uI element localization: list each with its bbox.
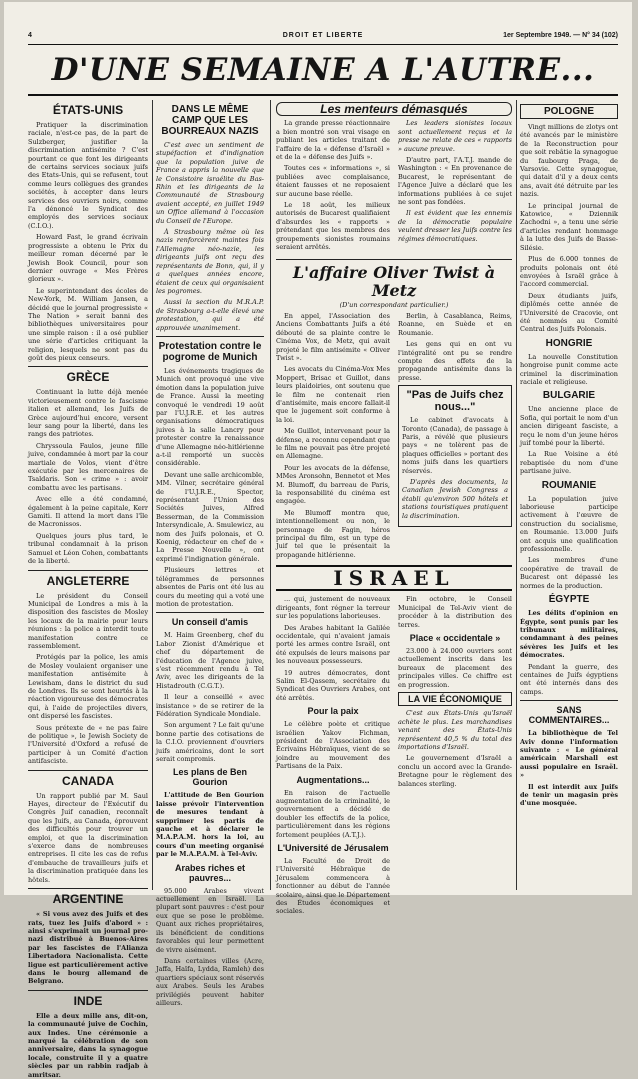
article-paragraph: 19 autres démocrates, dont Salim El-Qassem, secrétaire du Syndicat des Ouvriers Arabes, ont été arrêtés. [276, 668, 390, 702]
section-heading-etats-unis: ÉTATS-UNIS [52, 103, 124, 117]
section-rule [276, 259, 512, 260]
article-subcolumn [276, 595, 390, 919]
section-heading-canada: CANADA [62, 773, 114, 788]
newspaper-page [4, 2, 632, 1079]
article-paragraph: Avec elle a été condamné, également à la peine capitale, Kerr Gamiti. Il attend la mort dans l'île de Macronissos. [28, 495, 148, 529]
headline-augmentations: Augmentations... [296, 774, 370, 785]
section-rule [28, 570, 148, 571]
article-paragraph: 23.000 à 24.000 ouvriers sont actuellement inscrits dans les bureaux de placement des principales villes. Ce chiffre est en progression. [398, 646, 512, 689]
paper-title: DROIT ET LIBERTE [282, 32, 364, 39]
article-paragraph: Il est interdit aux Juifs de tenir un magasin près d'une mosquée. [520, 782, 618, 808]
article-paragraph: En raison de l'actuelle augmentation de la criminalité, le gouvernement a décidé de doubler les effectifs de la police, particulièrement dans les régions fortement peuplées (A.T.J.). [276, 788, 390, 839]
column-world-news [28, 100, 148, 1079]
article-paragraph: D'après des documents, la Canadian Jewish Congress a établi qu'environ 500 hôtels et stations touristiques pratiquent la discrimination. [402, 478, 508, 520]
article-paragraph: Chryssoula Faulos, jeune fille juive, condamnée à mort par la cour martiale de Volos, vient d'être exécutée par les mercenaires de Tsaldaris. Son « crime » : avoir combattu avec les partisans. [28, 441, 148, 492]
section-heading-bulgarie: BULGARIE [542, 390, 596, 402]
article-paragraph: Le principal journal de Katowice, « Dziennik Zachodni », a tenu une série d'articles rendant hommage à la lutte des Juifs de Basse-Silésie. [520, 201, 618, 252]
article-paragraph: La bibliothèque de Tel Aviv donne l'information suivante : « Le général américain Marshall est aussi populaire en Israël. » [520, 729, 618, 780]
article-paragraph: L'attitude de Ben Gourion laisse prévoir l'intervention de mesures tendant à supprimer les partis de gauche et à déclarer le M.A.P.A.M. hors la loi, au cours d'un meeting organisé par le M.A.P.A.M. à Tel-Aviv. [156, 791, 264, 859]
banner-rule [28, 94, 618, 96]
article-paragraph: Continuant la lutte déjà menée victorieusement contre le fascisme italien et allemand, les Juifs de Grèce aujourd'hui encore, versent leur sang pour la liberté, dans les rangs des patriotes. [28, 388, 148, 439]
article-subcolumn [276, 119, 390, 254]
article-paragraph: Fin octobre, le Conseil Municipal de Tel-Aviv vient de procéder à la distribution des terres. [398, 595, 512, 629]
article-paragraph: Le gouvernement d'Israël a conclu un accord avec la Grande-Bretagne pour le règlement des balances sterling. [398, 754, 512, 788]
article-paragraph: La Rue Voisine a été rebaptisée du nom d'une partisane juive. [520, 450, 618, 476]
headline-pas-de-juifs: "Pas de Juifs chez nous..." [406, 389, 504, 414]
article-paragraph: Vingt millions de zlotys ont été avancés par le ministère de la Reconstruction pour que soit rebâtie la synagogue du faubourg Praga, de Varsovie. Cette synagogue, qui datait d'il y a deux cents ans, avait été détruite par les nazis. [520, 123, 618, 199]
issue-date: 1er Septembre 1949. — N° 34 (102) [503, 32, 618, 39]
section-heading-argentine: ARGENTINE [52, 892, 124, 907]
article-paragraph: Berlin, à Casablanca, Reims, Roanne, en Suède et en Roumanie. [398, 311, 512, 337]
article-paragraph: La Faculté de Droit de l'Université Hébraïque de Jérusalem commencera à fonctionner au début de l'année scolaire, ainsi que le Département des Études économiques et sociales. [276, 857, 390, 916]
article-paragraph: C'est avec un sentiment de stupéfaction et d'indignation que la population juive de France a appris la nouvelle que le Consistoire israélite du Bas-Rhin et les dirigeants de la Communauté de Strasbourg avaient accepté, en juillet 1949 un Office allemand à l'occasion du Conseil de l'Europe. [156, 141, 264, 225]
section-heading-egypte: ÉGYPTE [548, 594, 590, 606]
article-paragraph: Howard Fast, le grand écrivain progressiste a obtenu le Prix du meilleur roman décerné par le Jewish Book Council, pour son dernier ouvrage « Mes Frères glorieux ». [28, 233, 148, 284]
section-heading-hongrie: HONGRIE [545, 337, 593, 349]
section-heading-roumanie: ROUMANIE [541, 479, 597, 491]
section-heading-inde: INDE [73, 993, 103, 1008]
article-paragraph: Le célèbre poète et critique israélien Yakov Fichman, président de l'Association des Écrivains Hébraïques, vient de se joindre au mouvement des Partisans de la Paix. [276, 720, 390, 771]
article-paragraph: C'est aux États-Unis qu'Israël achète le plus. Les marchandises venant des États-Unis représentent 40,5 % du total des importations d'Israël. [398, 709, 512, 751]
section-rule [28, 770, 148, 771]
article-paragraph: Son argument ? Le fait qu'une bonne partie des cotisations de la C.I.O. proviennent d'ouvriers juifs américains, dont le sort serait compromis. [156, 721, 264, 763]
article-paragraph: 95.000 Arabes vivent actuellement en Israël. La plupart sont pauvres : c'est pour eux que se pose le problème. Quant aux riches propriétaires, ils bénéficient de conditions favorables qui leur permettent de vivre aisément. [156, 886, 264, 954]
article-paragraph: Quelques jours plus tard, le tribunal condamnait à la prison Samuel et Léon Cohen, combattants de la liberté. [28, 531, 148, 566]
article-paragraph: Le cabinet d'avocats à Toronto (Canada), de passage à Paris, a révélé que plusieurs pays « ne tolèrent pas de plaques officielles » portant des noms juifs dans les quartiers réservés. [402, 416, 508, 475]
article-paragraph: Protégés par la police, les amis de Mosley voulaient organiser une manifestation antisémite à Lewisham, dans le district du sud de Londres. Ils se sont heurtés à la réaction vigoureuse des démocrates qui, à l'aide de projectiles divers, ont dispersé les fascistes. [28, 653, 148, 721]
article-paragraph: Les avocats du Cinéma-Vox Mes Moppert, Brisac et Guillot, dans leurs plaidoiries, ont soutenu que le film ne contenait rien d'antisémite, mais encore fallait-il que le jugement soit conforme à la loi. [276, 365, 390, 424]
israel-article [276, 595, 512, 919]
column-divider [152, 100, 153, 890]
section-rule [520, 700, 618, 701]
headline-place-occidentale: Place « occidentale » [409, 632, 501, 643]
article-subcolumn [398, 312, 512, 562]
article-paragraph: Les leaders sionistes locaux sont actuellement reçus et la presse ne relate de ces « rapports » aucune preuve. [398, 119, 512, 153]
headline-universite: L'Université de Jérusalem [277, 843, 389, 854]
article-paragraph: Deux étudiants juifs, diplômés cette année de l'Université de Cracovie, ont été nommés au Comité Central des Juifs Polonais. [520, 291, 618, 334]
section-rule [28, 990, 148, 991]
article-paragraph: D'autre part, l'A.T.J. mande de Washington : « En provenance de Bucarest, le représentant de l'Agence Juive a déclaré que les informations publiées à ce sujet ne sont pas fondées. [398, 156, 512, 207]
section-heading-angleterre: ANGLETERRE [46, 573, 130, 588]
quote-box [398, 385, 512, 527]
section-heading-grece: GRÈCE [66, 370, 110, 385]
article-paragraph: En appel, l'Association des Anciens Combattants Juifs a été débouté de sa plainte contre le Cinéma Vox, de Metz, qui avait projeté le film antisémite « Oliver Twist ». [276, 311, 390, 362]
article-paragraph: « Si vous avez des Juifs et des rats, tuez les Juifs d'abord » : ainsi s'exprimait un journal pro-nazi distribué à Buenos-Aires par les fascistes de l'Alianza Libertadora Nacionalista. Cette ligue est particulièrement active dans le bourg allemand de Belgrano. [28, 910, 148, 986]
column-france-news [156, 100, 264, 1007]
article-paragraph: Le président du Conseil Municipal de Londres a mis à la disposition des fascistes de Mosley les locaux de la mairie pour leurs réunions : la police a interdit toute manifestation contre ce rassemblement. [28, 591, 148, 650]
article-paragraph: Devant une salle archicomble, MM. Vilner, secrétaire général de l'U.J.R.E., Spector, représentant l'Union des Sociétés Juives, Alfred Besserman, de la Commission Intersyndicale, A. Smulewicz, au nom des Juifs polonais, et O. Koenig, rédacteur en chef de « La Presse Nouvelle », ont exprimé l'indignation générale. [156, 470, 264, 563]
column-divider [516, 100, 517, 890]
article-paragraph: Il leur a conseillé « avec insistance » de se retirer de la Fédération Syndicale Mondiale. [156, 693, 264, 718]
article-paragraph: Il est évident que les ennemis de la démocratie populaire veulent dresser les Juifs contre les régimes démocratiques. [398, 209, 512, 243]
article-paragraph: Des Arabes habitant la Galilée occidentale, qui n'avaient jamais porté les armes contre Israël, ont été expulsés de leurs maisons par les nouveaux possesseurs. [276, 623, 390, 666]
article-paragraph: Les membres d'une coopérative de travail de Bucarest ont dépassé les normes de la production. [520, 556, 618, 590]
page-header [28, 30, 618, 45]
headline-arabes: Arabes riches et pauvres... [174, 862, 246, 883]
headline-paix: Pour la paix [307, 706, 359, 717]
article-paragraph: À Strasbourg même où les nazis renforcèrent maintes fois l'Allemagne néo-nazie, les dirigeants juifs ont reçu des représentants de Bonn, qui, il y a quelques années encore, étaient de ceux qui organisaient les pogromes. [156, 228, 264, 295]
headline-nazis: DANS LE MÊME CAMP QUE LES BOURREAUX NAZIS [161, 104, 259, 137]
headline-menteurs: Les menteurs démasqués [276, 102, 512, 116]
headline-plans: Les plans de Ben Gourion [172, 767, 248, 788]
article-paragraph: ... qui, justement de nouveaux dirigeants, font régner la terreur sur les populations laborieuses. [276, 595, 390, 621]
headline-conseil: Un conseil d'amis [171, 617, 249, 628]
section-rule [28, 366, 148, 367]
article-paragraph: Aussi la section du M.R.A.P. de Strasbourg a-t-elle élevé une protestation, qui a été approuvée unanimement. [156, 298, 264, 332]
article-subcolumn [276, 312, 390, 562]
article-paragraph: La nouvelle Constitution hongroise punit comme acte criminel la discrimination raciale et religieuse. [520, 352, 618, 386]
article-paragraph: Plus de 6.000 tonnes de produits polonais ont été envoyées à Israël grâce à l'accord commercial. [520, 255, 618, 289]
section-heading-commentaires: SANS COMMENTAIRES... [528, 705, 610, 726]
article-paragraph: Dans certaines villes (Acre, Jaffa, Haïfa, Lydda, Ramleh) des quartiers spéciaux sont réservés aux Arabes. Seuls les Arabes privilégiés peuvent habiter ailleurs. [156, 956, 264, 1007]
headline-israel: ISRAEL [276, 565, 512, 591]
oliver-article [276, 312, 512, 562]
section-rule [156, 612, 264, 613]
banner-headline: D'UNE SEMAINE A L'AUTRE... [51, 52, 595, 88]
byline: (D'un correspondant particulier.) [339, 300, 449, 309]
article-paragraph: Pratiquer la discrimination raciale, n'est-ce pas, de la part de Sulzberger, justifier la discrimination antisémite ? C'est pourtant ce que font les dirigeants de certains services sociaux juifs des Etats-Unis, qui se refusent, tout comme leurs collègues des grandes sociétés, à accepter dans leurs services des ouvriers noirs, comme l'a dénoncé le Syndicat des employés des services sociaux (C.I.O.). [28, 121, 148, 230]
headline-munich: Protestation contre le pogrome de Munich [158, 340, 262, 363]
article-paragraph: Plusieurs lettres et télégrammes de personnes absentes de Paris ont été lus au cours du meeting qui a voté une motion de protestation. [156, 566, 264, 608]
article-paragraph: Les délits d'opinion en Égypte, sont punis par les tribunaux militaires, condamnant à des peines sévères les Juifs et les démocrates. [520, 609, 618, 660]
article-paragraph: Sous prétexte de « ne pas faire de politique », le Jewish Society de l'Université d'Oxford a refusé de participer à un Comité d'action antifasciste. [28, 723, 148, 766]
article-paragraph: Une ancienne place de Sofia, qui portait le nom d'un ancien dirigeant fasciste, a reçu le nom d'un jeune héros juif tombé pour la liberté. [520, 405, 618, 447]
article-paragraph: La population juive laborieuse participe activement à l'œuvre de construction du socialisme, en Roumanie. 13.000 Juifs ont acquis une qualification professionnelle. [520, 494, 618, 554]
article-paragraph: Un rapport publié par M. Saul Hayes, directeur de l'Exécutif du Congrès Juif canadien, reconnaît que les Juifs, au Canada, éprouvent des difficultés pour trouver un emploi, et que la discrimination s'exerce dans de nombreuses entreprises. Il cite les cas de refus d'embauche de travailleurs juifs et la discrimination pratiquée dans les hôtels. [28, 791, 148, 884]
article-paragraph: Me Blumoff montra que, intentionnellement ou non, le personnage de Fagin, héros principal du film, est un type de Juif tel que le présentait la propagande hitlérienne. [276, 508, 390, 559]
article-subcolumn [398, 119, 512, 254]
headline-oliver-twist: L'affaire Oliver Twist à Metz [292, 262, 496, 300]
headline-vie-economique: LA VIE ÉCONOMIQUE [398, 692, 512, 706]
article-paragraph: Me Guillot, intervenant pour la défense, a reconnu cependant que le film ne pouvait pas être projeté en Allemagne. [276, 427, 390, 461]
section-rule [28, 888, 148, 889]
article-paragraph: Pour les avocats de la défense, MMes Aronsohn, Bennetot et Mes M. Blumoff, du barreau de Paris, la responsabilité du cinéma est engagée. [276, 463, 390, 506]
article-subcolumn [398, 595, 512, 919]
section-rule [156, 336, 264, 337]
article-paragraph: Les événements tragiques de Munich ont provoqué une vive émotion dans la population juive de France. Aussi la meeting convoqué le vendredi 19 août par l'U.J.R.E. et les autres organisations démocratiques juives à la salle Lancry pour protester contre la renaissance d'une Allemagne néo-hitlérienne a-t-il remporté un succès considérable. [156, 366, 264, 468]
page-number: 4 [28, 32, 32, 39]
menteurs-article [276, 119, 512, 254]
article-paragraph: Elle a deux mille ans, dit-on, la communauté juive de Cochin, aux Indes. Une cérémonie a marqué la célébration de son anniversaire, dans la synagogue locale, construite il y a quatre siècles par un rabbin radjab à amritsar. [28, 1011, 148, 1079]
article-paragraph: M. Haim Greenberg, chef du Labor Zionist d'Amérique et chef du département de l'éducation de l'Agence juive, s'est récemment rendu à Tel Aviv, avec les dirigeants de la Histadrouth (C.G.T.). [156, 631, 264, 690]
article-paragraph: Le 18 août, les milieux autorisés de Bucarest qualifiaient d'absurdes les « rapports » prétendant que les membres des groupements sionistes roumains seraient arrêtés. [276, 201, 390, 252]
section-heading-pologne: POLOGNE [520, 104, 618, 119]
column-divider [270, 100, 271, 890]
article-paragraph: Les gens qui en ont vu l'intégralité ont pu se rendre compte des effets de la propagande antisémite dans la presse. [398, 340, 512, 382]
article-paragraph: Le superintendant des écoles de New-York, M. William Jansen, a décidé que le journal progressiste « The Nation » serait banni des bibliothèques universitaires pour une simple raison : il a osé publier une série d'articles critiquant la religion, lesquels ne sont pas du goût des pieux censeurs. [28, 286, 148, 362]
article-paragraph: Pendant la guerre, des centaines de Juifs égyptiens ont été internés dans des camps. [520, 662, 618, 696]
article-paragraph: Toutes ces « informations », si publiées avec complaisance, étaient fausses et ne reposaient sur aucune base réelle. [276, 164, 390, 198]
column-main [276, 100, 512, 916]
column-east-news [520, 100, 618, 890]
article-paragraph: La grande presse réactionnaire a bien montré son vrai visage en publiant les articles traitant de l'affaire de la « défense d'Israël » et de la « défense des Juifs ». [276, 119, 390, 162]
